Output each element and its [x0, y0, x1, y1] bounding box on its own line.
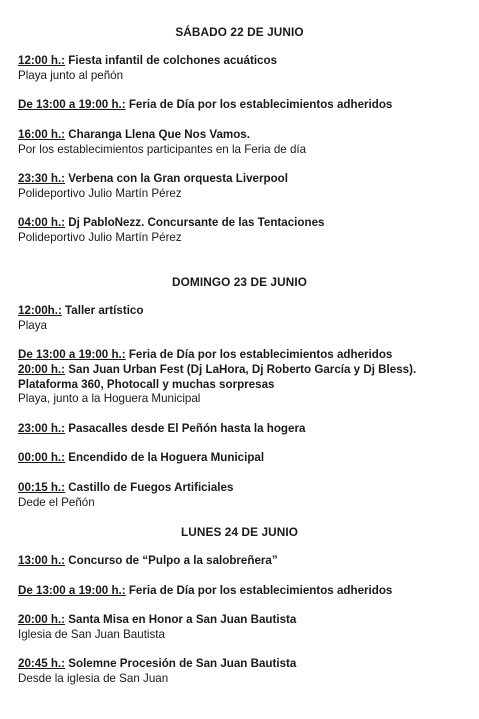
event-title-continued: Plataforma 360, Photocall y muchas sorpresas [18, 377, 275, 391]
event-title: Concurso de “Pulpo a la salobreñera” [65, 554, 278, 567]
event-title: Fiesta infantil de colchones acuáticos [65, 54, 278, 67]
event-time: 00:15 h.: [18, 481, 66, 494]
event-time: De 13:00 a 19:00 h.: [18, 584, 126, 597]
event-title: Encendido de la Hoguera Municipal [65, 451, 265, 464]
event-item [18, 304, 468, 333]
event-item [18, 363, 468, 407]
event-time: De 13:00 a 19:00 h.: [18, 98, 126, 111]
event-title: San Juan Urban Fest (Dj LaHora, Dj Roberto García y Dj Bless). [65, 363, 417, 376]
event-title: Castillo de Fuegos Artificiales [65, 481, 234, 494]
event-item [18, 613, 468, 642]
event-place: Iglesia de San Juan Bautista [18, 627, 165, 641]
event-title: Verbena con la Gran orquesta Liverpool [65, 172, 288, 185]
event-place: Playa, junto a la Hoguera Municipal [18, 392, 201, 405]
day-heading-lunes: LUNES 24 DE JUNIO [180, 525, 299, 539]
event-time: 12:00h.: [18, 304, 62, 317]
event-title: Feria de Día por los establecimientos adheridos [125, 584, 393, 597]
event-title: Pasacalles desde El Peñón hasta la hogera [65, 422, 306, 435]
event-time: 04:00 h.: [18, 216, 66, 229]
event-title: Charanga Llena Que Nos Vamos. [65, 128, 250, 141]
event-time: 23:30 h.: [18, 172, 66, 185]
event-time: 20:45 h.: [18, 657, 66, 670]
event-item [18, 554, 468, 569]
event-item [18, 657, 468, 686]
event-title: Feria de Día por los establecimientos adheridos [125, 348, 393, 361]
event-title: Taller artístico [61, 304, 144, 317]
event-item [18, 216, 468, 245]
event-place: Dede el Peñón [18, 495, 95, 509]
event-time: 20:00 h.: [18, 613, 66, 626]
event-title: Solemne Procesión de San Juan Bautista [65, 657, 297, 670]
event-place: Polideportivo Julio Martín Pérez [18, 230, 182, 244]
event-time: 23:00 h.: [18, 422, 66, 435]
event-item [18, 348, 468, 363]
event-item [18, 584, 468, 599]
event-title: Feria de Día por los establecimientos adheridos [125, 98, 393, 111]
event-item [18, 451, 468, 466]
event-item [18, 422, 468, 437]
event-item [18, 481, 468, 510]
event-item [18, 54, 468, 83]
event-place: Por los establecimientos participantes en la Feria de día [18, 142, 307, 156]
event-time: 13:00 h.: [18, 554, 66, 567]
event-place: Playa [18, 318, 48, 332]
event-item [18, 128, 468, 157]
event-time: 12:00 h.: [18, 54, 66, 67]
event-place: Desde la iglesia de San Juan [18, 671, 169, 685]
event-time: 00:00 h.: [18, 451, 66, 464]
event-place: Playa junto al peñón [18, 68, 124, 82]
event-item [18, 98, 468, 113]
event-time: 20:00 h.: [18, 363, 66, 376]
event-title: Dj PabloNezz. Concursante de las Tentaciones [65, 216, 325, 229]
event-title: Santa Misa en Honor a San Juan Bautista [65, 613, 297, 626]
day-heading-sabado: SÁBADO 22 DE JUNIO [175, 25, 304, 39]
event-time: De 13:00 a 19:00 h.: [18, 348, 126, 361]
event-item [18, 172, 468, 201]
event-time: 16:00 h.: [18, 128, 66, 141]
day-heading-domingo: DOMINGO 23 DE JUNIO [172, 275, 307, 289]
event-place: Polideportivo Julio Martín Pérez [18, 186, 182, 200]
